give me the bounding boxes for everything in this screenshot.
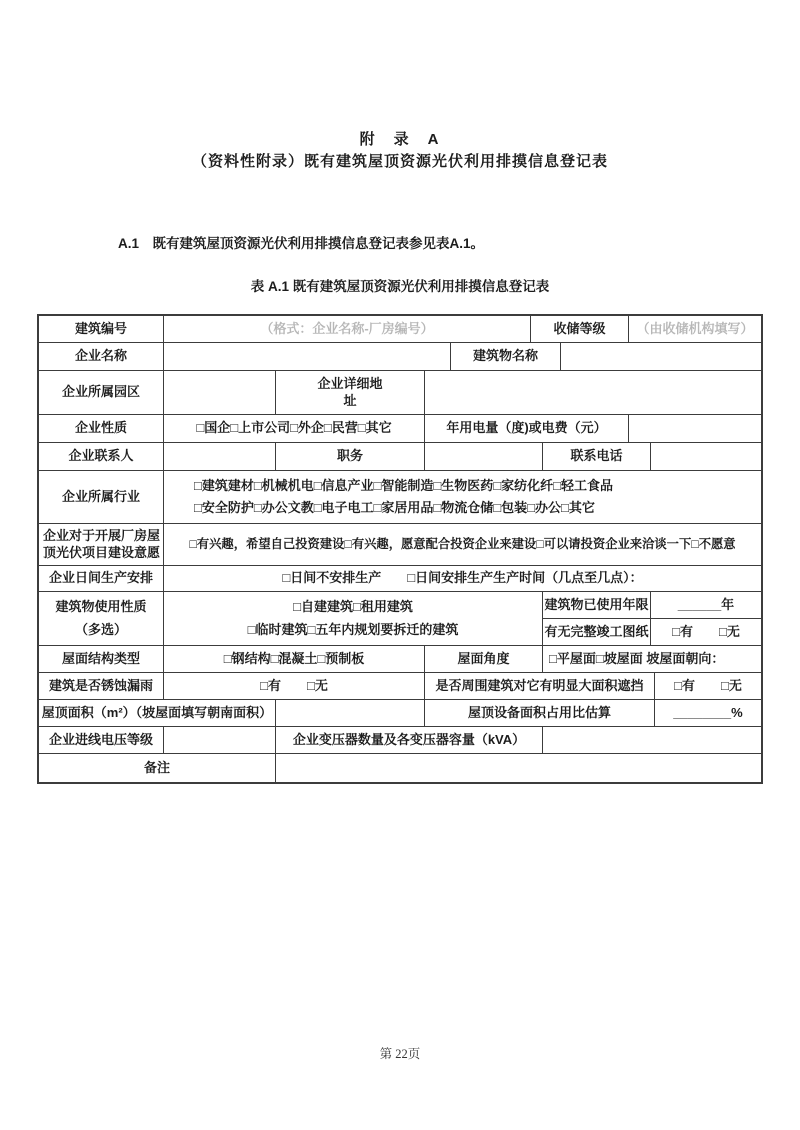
- building-age-label: 建筑物已使用年限: [543, 592, 651, 618]
- building-id-label: 建筑编号: [39, 316, 164, 342]
- roof-angle-options[interactable]: □平屋面□坡屋面 坡屋面朝向：: [549, 650, 725, 666]
- table-row: [39, 727, 761, 754]
- job-title-label: 职务: [276, 443, 425, 470]
- completion-drawing-options[interactable]: □有 □无: [672, 623, 740, 639]
- appendix-title: 附 录 A: [359, 131, 441, 148]
- daytime-production-options[interactable]: □日间不安排生产 □日间安排生产生产时间（几点至几点）：: [282, 570, 643, 586]
- annual-power-label: 年用电量（度)或电费（元）: [425, 415, 629, 442]
- table-row: [39, 316, 761, 343]
- rust-leak-options[interactable]: □有 □无: [164, 673, 425, 699]
- remarks-label: 备注: [39, 754, 276, 782]
- shading-options[interactable]: □有 □无: [674, 677, 742, 693]
- registration-table: [37, 314, 763, 784]
- company-address-label-line1: 企业详细地: [317, 376, 383, 392]
- table-row: [39, 524, 761, 566]
- roof-area-input[interactable]: [276, 700, 425, 726]
- building-age-input[interactable]: ______年: [677, 596, 735, 612]
- company-address-input[interactable]: [425, 371, 761, 414]
- table-row: [39, 371, 761, 415]
- roof-structure-options[interactable]: □钢结构□混凝土□预制板: [164, 646, 425, 672]
- company-park-input[interactable]: [164, 371, 276, 414]
- transformer-input[interactable]: [543, 727, 761, 753]
- voltage-level-label: 企业进线电压等级: [39, 727, 164, 753]
- contact-person-label: 企业联系人: [39, 443, 164, 470]
- annual-power-input[interactable]: [629, 415, 761, 442]
- company-name-label: 企业名称: [39, 343, 164, 370]
- rust-leak-label: 建筑是否锈蚀漏雨: [39, 673, 164, 699]
- contact-person-input[interactable]: [164, 443, 276, 470]
- pv-willingness-label: [39, 524, 164, 565]
- phone-label: 联系电话: [543, 443, 651, 470]
- table-row: [39, 646, 761, 673]
- building-id-input[interactable]: （格式：企业名称-厂房编号）: [164, 316, 531, 342]
- roof-area-label: 屋顶面积（m²）（坡屋面填写朝南面积）: [39, 700, 276, 726]
- company-type-options[interactable]: □国企□上市公司□外企□民营□其它: [164, 415, 425, 442]
- phone-input[interactable]: [651, 443, 761, 470]
- building-name-label: 建筑物名称: [451, 343, 561, 370]
- daytime-production-label: 企业日间生产安排: [39, 566, 164, 591]
- building-usage-options[interactable]: [164, 592, 543, 645]
- building-age-subrow: [543, 592, 761, 619]
- storage-grade-input[interactable]: （由收储机构填写）: [636, 320, 754, 336]
- voltage-level-input[interactable]: [164, 727, 276, 753]
- table-row: [39, 754, 761, 782]
- table-caption: 表 A.1 既有建筑屋顶资源光伏利用排摸信息登记表: [250, 279, 550, 294]
- appendix-subtitle: （资料性附录）既有建筑屋顶资源光伏利用排摸信息登记表: [191, 153, 608, 170]
- building-name-input[interactable]: [561, 343, 761, 370]
- building-usage-label-line2: （多选）: [74, 621, 127, 637]
- table-row: [39, 343, 761, 371]
- building-usage-right-block: [543, 592, 761, 645]
- company-park-label: 企业所属园区: [39, 371, 164, 414]
- table-row: [39, 415, 761, 443]
- pv-willingness-label-line1: 企业对于开展厂房屋: [43, 528, 161, 544]
- industry-label: 企业所属行业: [39, 471, 164, 523]
- building-usage-label: [39, 592, 164, 645]
- page-number: 第 22页: [379, 1047, 421, 1061]
- job-title-input[interactable]: [425, 443, 543, 470]
- pv-willingness-options[interactable]: □有兴趣，希望自己投资建设□有兴趣，愿意配合投资企业来建设□可以请投资企业来洽谈一下□不愿意: [189, 536, 736, 551]
- shading-label: 是否周围建筑对它有明显大面积遮挡: [425, 673, 655, 699]
- building-usage-label-line1: 建筑物使用性质: [55, 598, 147, 614]
- roof-angle-label: 屋面角度: [425, 646, 543, 672]
- completion-drawing-label: 有无完整竣工图纸: [543, 619, 651, 645]
- company-address-label: [276, 371, 425, 414]
- table-row: [39, 592, 761, 646]
- company-name-input[interactable]: [164, 343, 451, 370]
- remarks-input[interactable]: [276, 754, 761, 782]
- equipment-ratio-input[interactable]: ________%: [673, 704, 743, 720]
- company-address-label-line2: 址: [343, 392, 357, 408]
- table-row: [39, 673, 761, 700]
- equipment-ratio-label: 屋顶设备面积占用比估算: [425, 700, 655, 726]
- industry-options-line2[interactable]: □安全防护□办公文教□电子电工□家居用品□物流仓储□包装□办公□其它: [194, 500, 595, 516]
- completion-drawing-subrow: [543, 619, 761, 645]
- industry-options[interactable]: [164, 471, 761, 523]
- table-row: [39, 566, 761, 592]
- industry-options-line1[interactable]: □建筑建材□机械机电□信息产业□智能制造□生物医药□家纺化纤□轻工食品: [194, 477, 613, 493]
- building-usage-options-line1[interactable]: □自建建筑□租用建筑: [293, 598, 413, 614]
- building-usage-options-line2[interactable]: □临时建筑□五年内规划要拆迁的建筑: [247, 621, 459, 637]
- table-row: [39, 471, 761, 524]
- section-a1-text: A.1 既有建筑屋顶资源光伏利用排摸信息登记表参见表A.1。: [118, 236, 485, 251]
- pv-willingness-label-line2: 顶光伏项目建设意愿: [43, 544, 161, 560]
- table-row: [39, 443, 761, 471]
- company-type-label: 企业性质: [39, 415, 164, 442]
- roof-structure-label: 屋面结构类型: [39, 646, 164, 672]
- storage-grade-label: 收储等级: [531, 316, 629, 342]
- table-row: [39, 700, 761, 727]
- transformer-label: 企业变压器数量及各变压器容量（kVA）: [276, 727, 543, 753]
